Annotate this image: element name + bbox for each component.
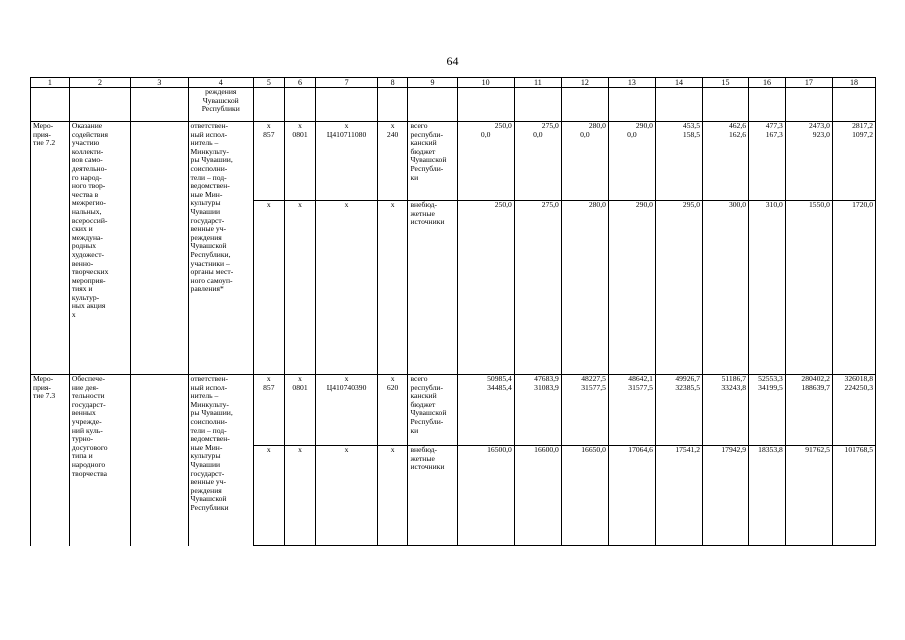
value-cell: 34199,5 <box>749 384 786 446</box>
cell-target-article: x <box>316 122 377 131</box>
responsible-cell: ответствен- ный испол- нитель – Минкульту- ры Чувашии, соисполни- тели – под- ведомствен- ные Мин- культуры Чувашии государст- венные уч- реждения Чувашской Республики, участники – органы мест- ного самоуп- равления* <box>188 122 253 375</box>
cell-source: внебюд- жетные источники <box>408 201 457 375</box>
cell-section: x <box>284 201 316 375</box>
cell-source: республи- канский бюджет Чувашской Республи- ки <box>408 384 457 446</box>
value-cell: 16500,0 <box>457 446 514 546</box>
value-cell: 2473,0 <box>785 122 832 131</box>
cell-grbs: x <box>253 446 284 546</box>
cell-grbs: x <box>253 375 284 384</box>
header-cell: 9 <box>408 78 457 88</box>
value-cell: 91762,5 <box>785 446 832 546</box>
value-cell: 48642,1 <box>608 375 655 384</box>
value-cell: 923,0 <box>785 131 832 201</box>
cell-section: x <box>284 446 316 546</box>
responsible-cell: ответствен- ный испол- нитель – Минкульту- ры Чувашии, соисполни- тели – под- ведомствен- ные Мин- культуры Чувашии государст- венные уч- реждения Чувашской Республики <box>188 375 253 546</box>
cell-target-article: x <box>316 446 377 546</box>
value-cell: 51186,7 <box>703 375 749 384</box>
value-cell: 1720,0 <box>832 201 875 375</box>
table-row <box>31 122 876 131</box>
value-cell: 50985,4 <box>457 375 514 384</box>
value-cell: 290,0 <box>608 122 655 131</box>
header-cell: 15 <box>703 78 749 88</box>
value-cell: 0,0 <box>457 131 514 201</box>
header-cell: 10 <box>457 78 514 88</box>
responsible-cell: реждения Чувашской Республики <box>188 88 253 122</box>
budget-table <box>30 77 876 546</box>
header-cell: 13 <box>608 78 655 88</box>
value-cell: 31083,9 <box>514 384 561 446</box>
value-cell: 17942,9 <box>703 446 749 546</box>
value-cell: 32385,5 <box>655 384 702 446</box>
header-cell: 3 <box>131 78 188 88</box>
header-cell: 18 <box>832 78 875 88</box>
value-cell: 18353,8 <box>749 446 786 546</box>
header-cell: 14 <box>655 78 702 88</box>
value-cell: 280,0 <box>561 122 608 131</box>
cell-expense-group: x <box>377 446 408 546</box>
value-cell: 310,0 <box>749 201 786 375</box>
cell-source: всего <box>408 375 457 384</box>
header-cell: 8 <box>377 78 408 88</box>
value-cell: 49926,7 <box>655 375 702 384</box>
value-cell: 17064,6 <box>608 446 655 546</box>
header-cell: 16 <box>749 78 786 88</box>
value-cell: 250,0 <box>457 201 514 375</box>
value-cell: 1550,0 <box>785 201 832 375</box>
value-cell: 477,3 <box>749 122 786 131</box>
cell-grbs: 857 <box>253 384 284 446</box>
value-cell: 188639,7 <box>785 384 832 446</box>
measure-name: Оказание содействия участию коллекти- вов само- деятельно- го народ- ного твор- чества в межрегио- нальных, всероссий- ских и междуна- родных художест- венно- творческих мероприя- тиях и культур- ных акция х <box>69 122 130 375</box>
value-cell: 31577,5 <box>608 384 655 446</box>
cell-expense-group: x <box>377 201 408 375</box>
header-cell: 2 <box>69 78 130 88</box>
value-cell: 17541,2 <box>655 446 702 546</box>
cell-section: x <box>284 122 316 131</box>
cell-expense-group: x <box>377 375 408 384</box>
value-cell: 48227,5 <box>561 375 608 384</box>
value-cell: 33243,8 <box>703 384 749 446</box>
value-cell: 0,0 <box>561 131 608 201</box>
value-cell: 167,3 <box>749 131 786 201</box>
value-cell: 326018,8 <box>832 375 875 384</box>
header-cell: 12 <box>561 78 608 88</box>
value-cell: 224250,3 <box>832 384 875 446</box>
cell-target-article: x <box>316 201 377 375</box>
value-cell: 16600,0 <box>514 446 561 546</box>
cell-grbs: 857 <box>253 131 284 201</box>
cell-expense-group: 620 <box>377 384 408 446</box>
header-cell: 1 <box>31 78 70 88</box>
value-cell: 280402,2 <box>785 375 832 384</box>
value-cell: 101768,5 <box>832 446 875 546</box>
cell-section: x <box>284 375 316 384</box>
header-cell: 11 <box>514 78 561 88</box>
value-cell: 34485,4 <box>457 384 514 446</box>
cell-expense-group: x <box>377 122 408 131</box>
cell-expense-group: 240 <box>377 131 408 201</box>
value-cell: 275,0 <box>514 122 561 131</box>
value-cell: 16650,0 <box>561 446 608 546</box>
cell-source: всего <box>408 122 457 131</box>
cell-grbs: x <box>253 122 284 131</box>
cell-source: республи- канский бюджет Чувашской Республи- ки <box>408 131 457 201</box>
value-cell: 0,0 <box>514 131 561 201</box>
cell-source: внебюд- жетные источники <box>408 446 457 546</box>
table-row <box>31 375 876 384</box>
value-cell: 462,6 <box>703 122 749 131</box>
cell-section: 0801 <box>284 131 316 201</box>
value-cell: 295,0 <box>655 201 702 375</box>
cell-target-article: Ц410740390 <box>316 384 377 446</box>
value-cell: 275,0 <box>514 201 561 375</box>
value-cell: 47683,9 <box>514 375 561 384</box>
value-cell: 2817,2 <box>832 122 875 131</box>
continuation-row <box>31 88 876 122</box>
value-cell: 300,0 <box>703 201 749 375</box>
value-cell: 280,0 <box>561 201 608 375</box>
cell-section: 0801 <box>284 384 316 446</box>
value-cell: 0,0 <box>608 131 655 201</box>
value-cell: 52553,3 <box>749 375 786 384</box>
value-cell: 31577,5 <box>561 384 608 446</box>
cell-target-article: x <box>316 375 377 384</box>
value-cell: 250,0 <box>457 122 514 131</box>
value-cell: 290,0 <box>608 201 655 375</box>
measure-code: Меро- прия- тие 7.3 <box>31 375 70 546</box>
header-cell: 7 <box>316 78 377 88</box>
cell-target-article: Ц410711080 <box>316 131 377 201</box>
column-number-row <box>31 78 876 88</box>
page-number: 64 <box>446 54 459 68</box>
cell-grbs: x <box>253 201 284 375</box>
header-cell: 17 <box>785 78 832 88</box>
value-cell: 1097,2 <box>832 131 875 201</box>
value-cell: 162,6 <box>703 131 749 201</box>
header-cell: 6 <box>284 78 316 88</box>
value-cell: 453,5 <box>655 122 702 131</box>
measure-name: Обеспече- ние дея- тельности государст- венных учрежде- ний куль- турно- досугового типа и народного творчества <box>69 375 130 546</box>
value-cell: 158,5 <box>655 131 702 201</box>
header-cell: 5 <box>253 78 284 88</box>
header-cell: 4 <box>188 78 253 88</box>
measure-code: Меро- прия- тие 7.2 <box>31 122 70 375</box>
